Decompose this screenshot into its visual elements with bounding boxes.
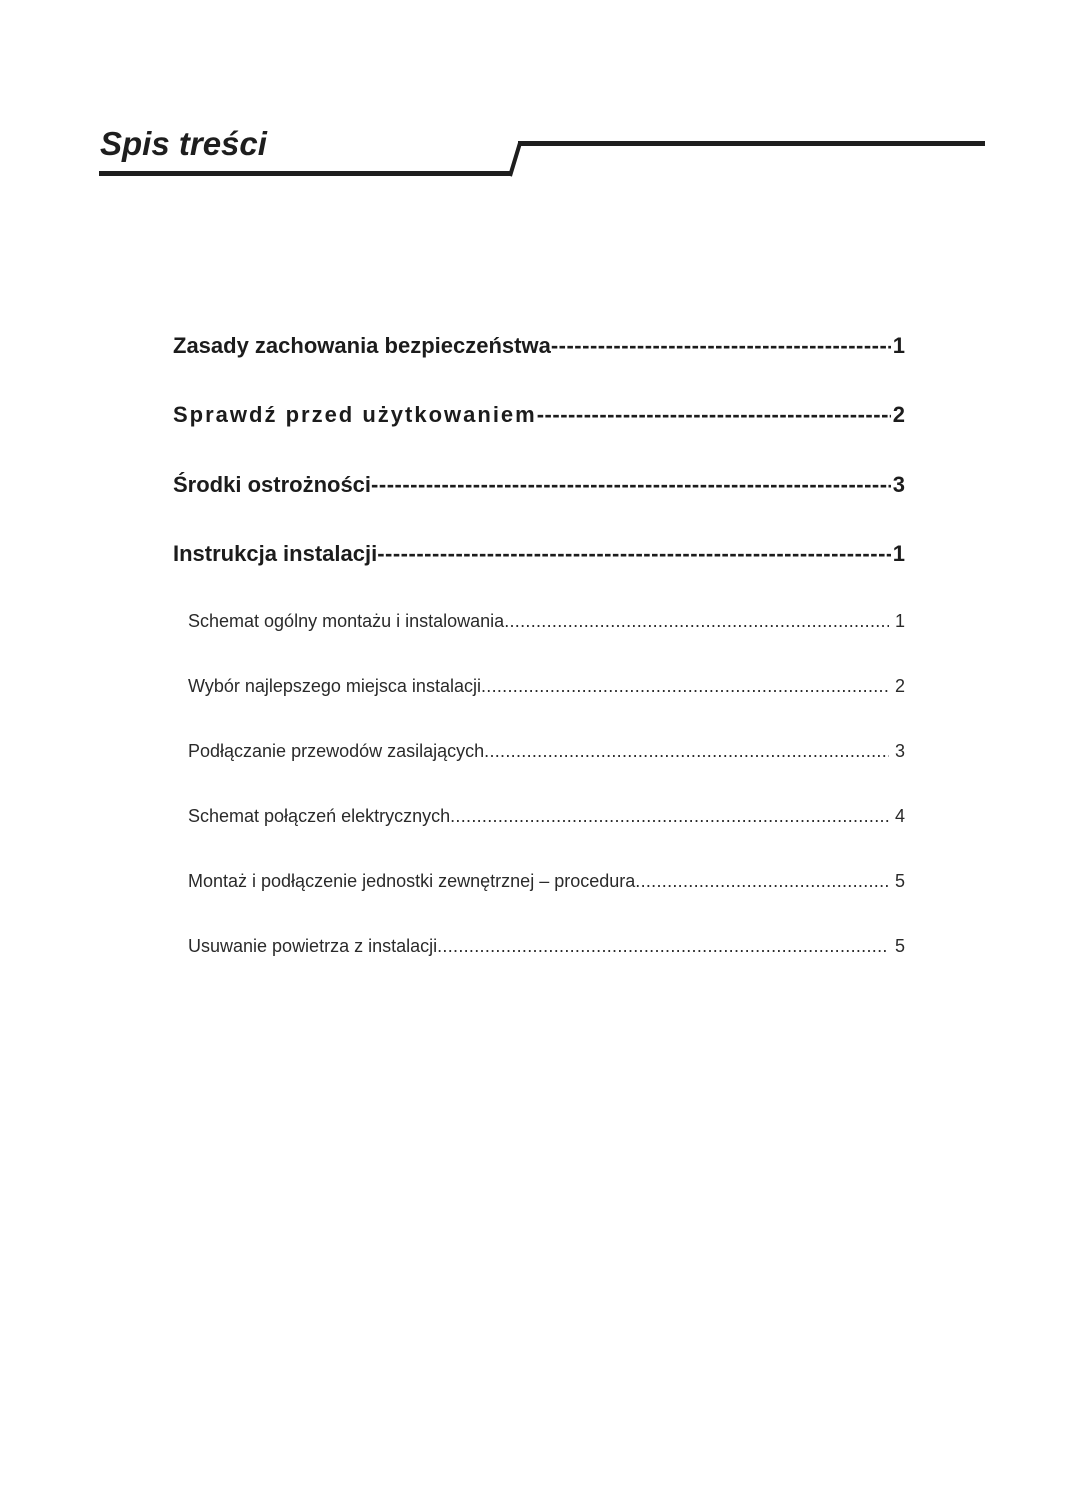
toc-entry-precautions[interactable] xyxy=(173,470,905,500)
toc-leader xyxy=(437,933,889,959)
toc-entry-label: Usuwanie powietrza z instalacji xyxy=(188,936,438,956)
toc-page-number: 1 xyxy=(894,611,905,631)
toc-subentry-power-wiring[interactable] xyxy=(188,738,905,764)
header-rule xyxy=(0,0,1083,200)
toc-leader xyxy=(635,868,889,894)
toc-subentry-general-diagram[interactable] xyxy=(188,608,905,634)
toc-entry-label: Sprawdź przed użytkowaniem xyxy=(173,402,537,427)
toc-leader xyxy=(481,673,889,699)
toc-leader xyxy=(537,400,891,430)
toc-entry-label: Wybór najlepszego miejsca instalacji xyxy=(188,676,481,696)
toc-page-number: 1 xyxy=(892,541,905,566)
toc-leader xyxy=(484,738,889,764)
page-title: Spis treści xyxy=(100,125,267,162)
toc-subentry-wiring-diagram[interactable] xyxy=(188,803,905,829)
toc-entry-label: Instrukcja instalacji xyxy=(173,541,378,566)
toc-page-number: 1 xyxy=(892,333,905,358)
toc-leader xyxy=(504,608,889,634)
toc-page-number: 2 xyxy=(892,402,905,427)
toc-entry-label: Podłączanie przewodów zasilających xyxy=(188,741,485,761)
toc-subentry-outdoor-unit[interactable] xyxy=(188,868,905,894)
toc-entry-label: Środki ostrożności xyxy=(173,472,372,497)
toc-entry-label: Schemat ogólny montażu i instalowania xyxy=(188,611,505,631)
toc-page-number: 2 xyxy=(894,676,905,696)
toc-page-number: 3 xyxy=(894,741,905,761)
header-rule-slant xyxy=(510,143,520,176)
toc-leader xyxy=(371,470,891,500)
toc-page-number: 5 xyxy=(894,936,905,956)
toc-page-number: 3 xyxy=(892,472,905,497)
toc-leader xyxy=(377,539,891,569)
toc-entry-label: Zasady zachowania bezpieczeństwa xyxy=(173,333,551,358)
toc-entry-check-before-use[interactable] xyxy=(173,400,905,430)
toc-page-number: 4 xyxy=(894,806,905,826)
toc-entry-label: Montaż i podłączenie jednostki zewnętrznej – procedura xyxy=(188,871,636,891)
toc-entry-installation[interactable] xyxy=(173,539,905,569)
toc-page-number: 5 xyxy=(894,871,905,891)
toc-entry-label: Schemat połączeń elektrycznych xyxy=(188,806,451,826)
toc-leader xyxy=(450,803,889,829)
toc-leader xyxy=(551,331,891,361)
toc-subentry-air-purge[interactable] xyxy=(188,933,905,959)
toc-entry-safety[interactable] xyxy=(173,331,905,361)
toc-subentry-location[interactable] xyxy=(188,673,905,699)
